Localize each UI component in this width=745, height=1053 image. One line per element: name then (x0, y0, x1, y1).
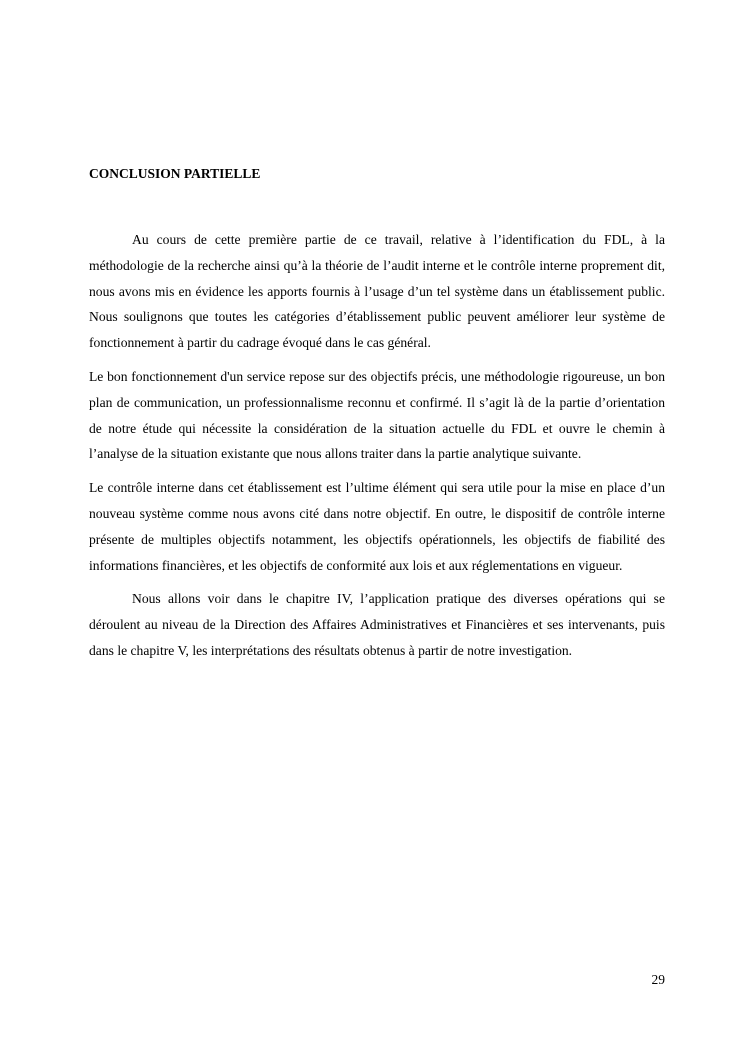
page-number: 29 (651, 972, 665, 987)
paragraph-2: Le bon fonctionnement d'un service repose sur des objectifs précis, une méthodologie rigoureuse, un bon plan de communication, un professionnalisme reconnu et confirmé. Il s’agit là de la partie d’orientation de notre étude qui nécessite la considération de la situation actuelle du FDL et ouvre le chemin à l’analyse de la situation existante que nous allons traiter dans la partie analytique suivante. (89, 368, 665, 462)
paragraph-4: Nous allons voir dans le chapitre IV, l’application pratique des diverses opérations qui se déroulent au niveau de la Direction des Affaires Administratives et Financières et ses intervenants, puis dans le chapitre V, les interprétations des résultats obtenus à partir de notre investigation. (89, 591, 665, 658)
paragraph-1: Au cours de cette première partie de ce travail, relative à l’identification du FDL, à la méthodologie de la recherche ainsi qu’à la théorie de l’audit interne et le contrôle interne proprement dit, nous avons mis en évidence les apports fournis à l’usage d’un tel système dans un établissement public. Nous soulignons que toutes les catégories d’établissement public peuvent améliorer leur système de fonctionnement à partir du cadrage évoqué dans le cas général. (89, 232, 665, 351)
body-text (89, 227, 665, 664)
section-heading: CONCLUSION PARTIELLE (89, 166, 261, 181)
paragraph-3: Le contrôle interne dans cet établissement est l’ultime élément qui sera utile pour la mise en place d’un nouveau système comme nous avons cité dans notre objectif. En outre, le dispositif de contrôle interne présente de multiples objectifs notamment, les objectifs opérationnels, les objectifs de fiabilité des informations financières, et les objectifs de conformité aux lois et aux réglementations en vigueur. (89, 480, 665, 573)
